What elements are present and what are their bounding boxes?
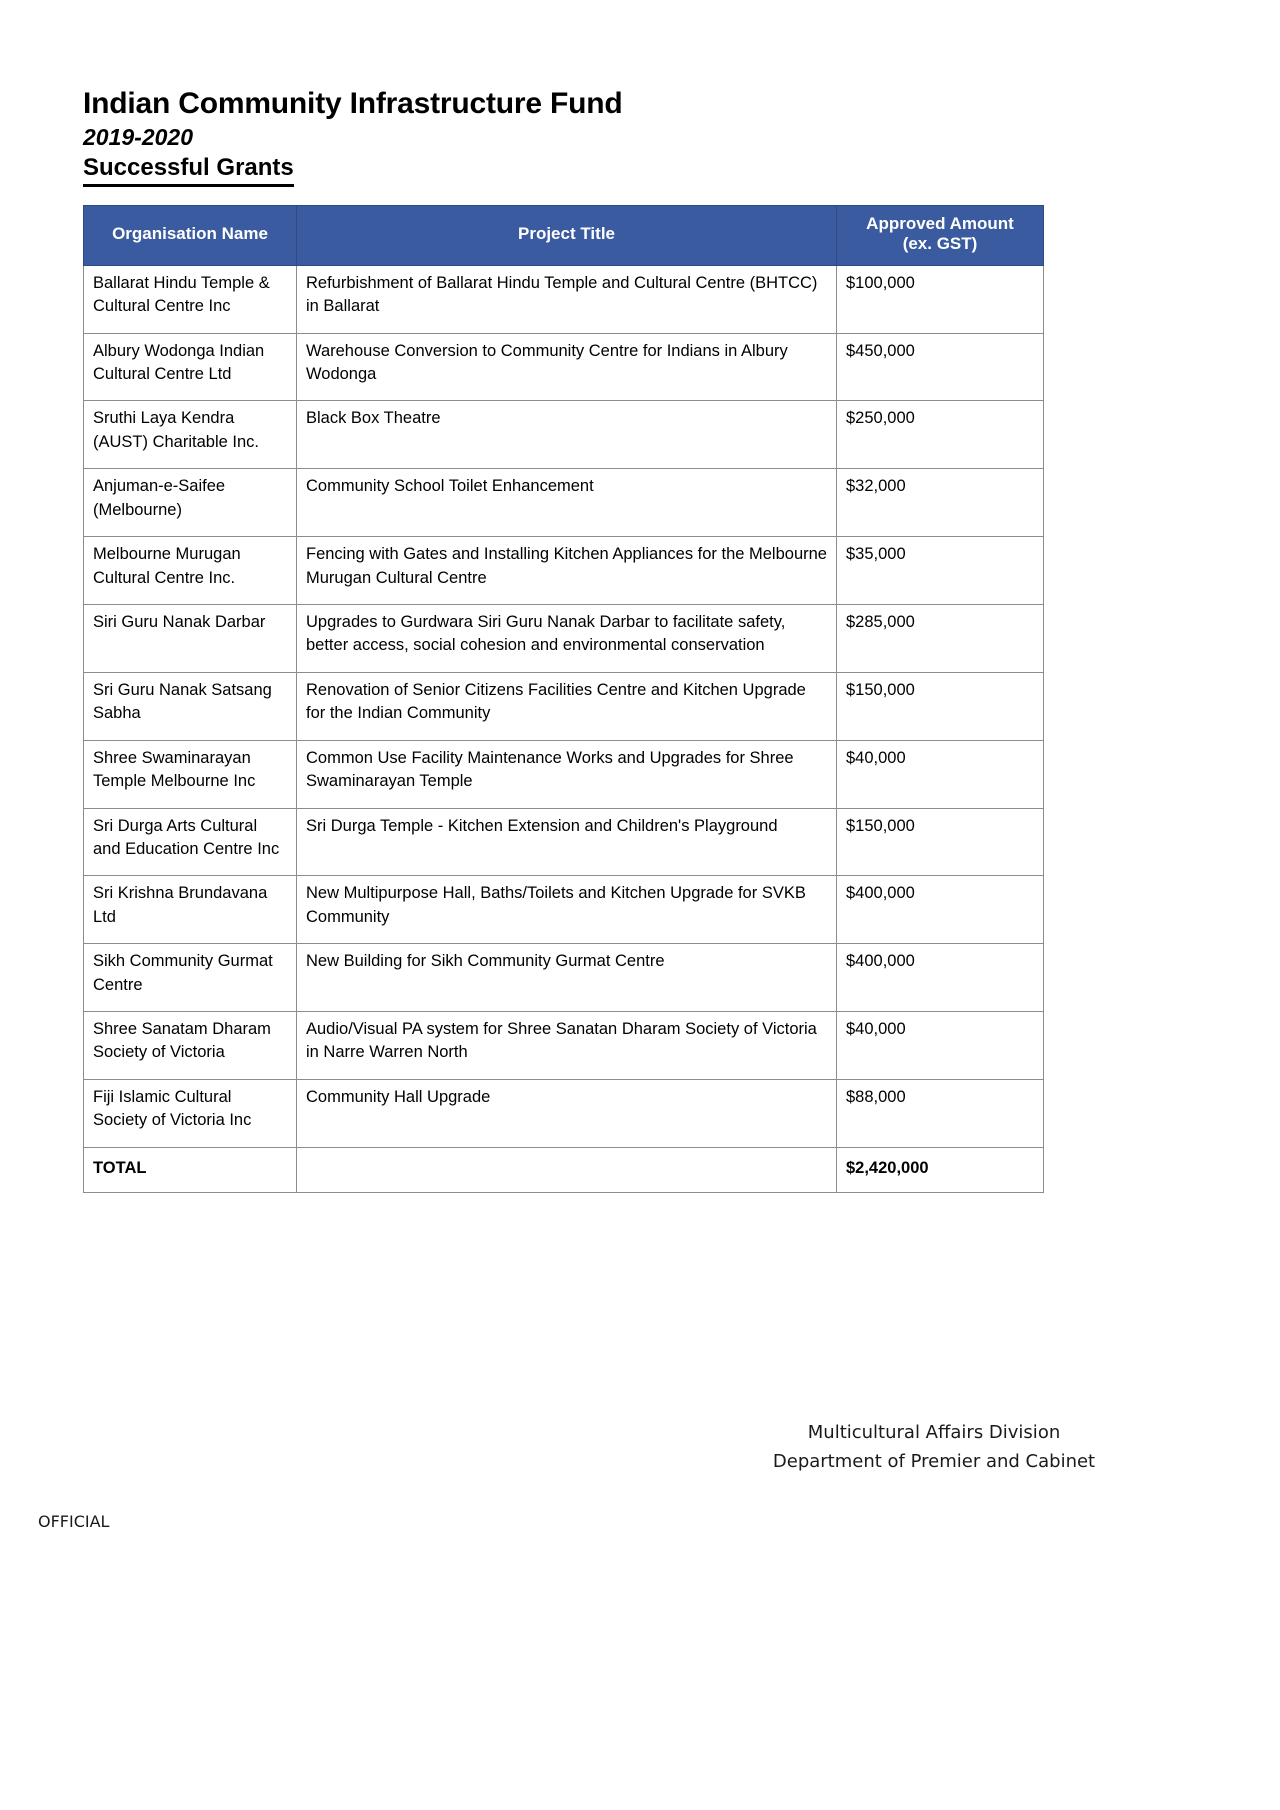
cell-organisation: Ballarat Hindu Temple & Cultural Centre Inc [84, 265, 297, 333]
cell-project: Upgrades to Gurdwara Siri Guru Nanak Darbar to facilitate safety, better access, social cohesion and environmental conservation [297, 605, 837, 673]
cell-project: Black Box Theatre [297, 401, 837, 469]
cell-project: New Multipurpose Hall, Baths/Toilets and Kitchen Upgrade for SVKB Community [297, 876, 837, 944]
cell-amount: $40,000 [837, 1012, 1044, 1080]
footer [674, 1418, 1194, 1476]
cell-amount: $100,000 [837, 265, 1044, 333]
cell-total-label: TOTAL [84, 1147, 297, 1192]
cell-project: Community School Toilet Enhancement [297, 469, 837, 537]
document-heading [83, 86, 1083, 187]
cell-organisation: Sri Krishna Brundavana Ltd [84, 876, 297, 944]
column-header-project: Project Title [297, 206, 837, 266]
cell-organisation: Anjuman-e-Saifee (Melbourne) [84, 469, 297, 537]
cell-amount: $88,000 [837, 1079, 1044, 1147]
column-header-amount-line1: Approved Amount [866, 214, 1014, 233]
cell-total-spacer [297, 1147, 837, 1192]
table-row [84, 1012, 1044, 1080]
table-total-row [84, 1147, 1044, 1192]
table-row [84, 672, 1044, 740]
cell-amount: $150,000 [837, 672, 1044, 740]
cell-organisation: Melbourne Murugan Cultural Centre Inc. [84, 537, 297, 605]
table-row [84, 1079, 1044, 1147]
cell-project: Sri Durga Temple - Kitchen Extension and Children's Playground [297, 808, 837, 876]
cell-organisation: Sruthi Laya Kendra (AUST) Charitable Inc. [84, 401, 297, 469]
cell-project: Fencing with Gates and Installing Kitchen Appliances for the Melbourne Murugan Cultural Centre [297, 537, 837, 605]
cell-amount: $32,000 [837, 469, 1044, 537]
cell-amount: $40,000 [837, 740, 1044, 808]
table-row [84, 876, 1044, 944]
cell-organisation: Siri Guru Nanak Darbar [84, 605, 297, 673]
page-title: Indian Community Infrastructure Fund [83, 87, 623, 120]
cell-project: Warehouse Conversion to Community Centre for Indians in Albury Wodonga [297, 333, 837, 401]
table-row [84, 605, 1044, 673]
document-subtitle: Successful Grants [83, 154, 294, 187]
cell-project: Audio/Visual PA system for Shree Sanatan Dharam Society of Victoria in Narre Warren North [297, 1012, 837, 1080]
table-header-row [84, 206, 1044, 266]
cell-amount: $150,000 [837, 808, 1044, 876]
cell-project: Common Use Facility Maintenance Works and Upgrades for Shree Swaminarayan Temple [297, 740, 837, 808]
table-row [84, 265, 1044, 333]
cell-organisation: Fiji Islamic Cultural Society of Victoria Inc [84, 1079, 297, 1147]
cell-project: Community Hall Upgrade [297, 1079, 837, 1147]
cell-organisation: Sri Durga Arts Cultural and Education Centre Inc [84, 808, 297, 876]
cell-project: New Building for Sikh Community Gurmat Centre [297, 944, 837, 1012]
cell-amount: $400,000 [837, 876, 1044, 944]
table-row [84, 537, 1044, 605]
document-year: 2019-2020 [83, 124, 193, 151]
cell-organisation: Shree Swaminarayan Temple Melbourne Inc [84, 740, 297, 808]
cell-amount: $285,000 [837, 605, 1044, 673]
classification-marking: OFFICIAL [38, 1512, 110, 1531]
cell-organisation: Sri Guru Nanak Satsang Sabha [84, 672, 297, 740]
footer-division: Multicultural Affairs Division [807, 1422, 1061, 1443]
cell-organisation: Sikh Community Gurmat Centre [84, 944, 297, 1012]
cell-project: Renovation of Senior Citizens Facilities Centre and Kitchen Upgrade for the Indian Community [297, 672, 837, 740]
table-row [84, 808, 1044, 876]
footer-department: Department of Premier and Cabinet [772, 1451, 1096, 1473]
cell-organisation: Albury Wodonga Indian Cultural Centre Ltd [84, 333, 297, 401]
table-row [84, 333, 1044, 401]
table-row [84, 740, 1044, 808]
cell-amount: $400,000 [837, 944, 1044, 1012]
cell-amount: $450,000 [837, 333, 1044, 401]
table-row [84, 401, 1044, 469]
grants-table [83, 205, 1044, 1193]
table-body [84, 265, 1044, 1192]
column-header-organisation: Organisation Name [84, 206, 297, 266]
column-header-amount [837, 206, 1044, 266]
cell-total-amount: $2,420,000 [837, 1147, 1044, 1192]
table-header [84, 206, 1044, 266]
cell-project: Refurbishment of Ballarat Hindu Temple and Cultural Centre (BHTCC) in Ballarat [297, 265, 837, 333]
column-header-amount-line2: (ex. GST) [902, 234, 978, 254]
table-row [84, 944, 1044, 1012]
table-row [84, 469, 1044, 537]
cell-amount: $250,000 [837, 401, 1044, 469]
cell-organisation: Shree Sanatam Dharam Society of Victoria [84, 1012, 297, 1080]
cell-amount: $35,000 [837, 537, 1044, 605]
